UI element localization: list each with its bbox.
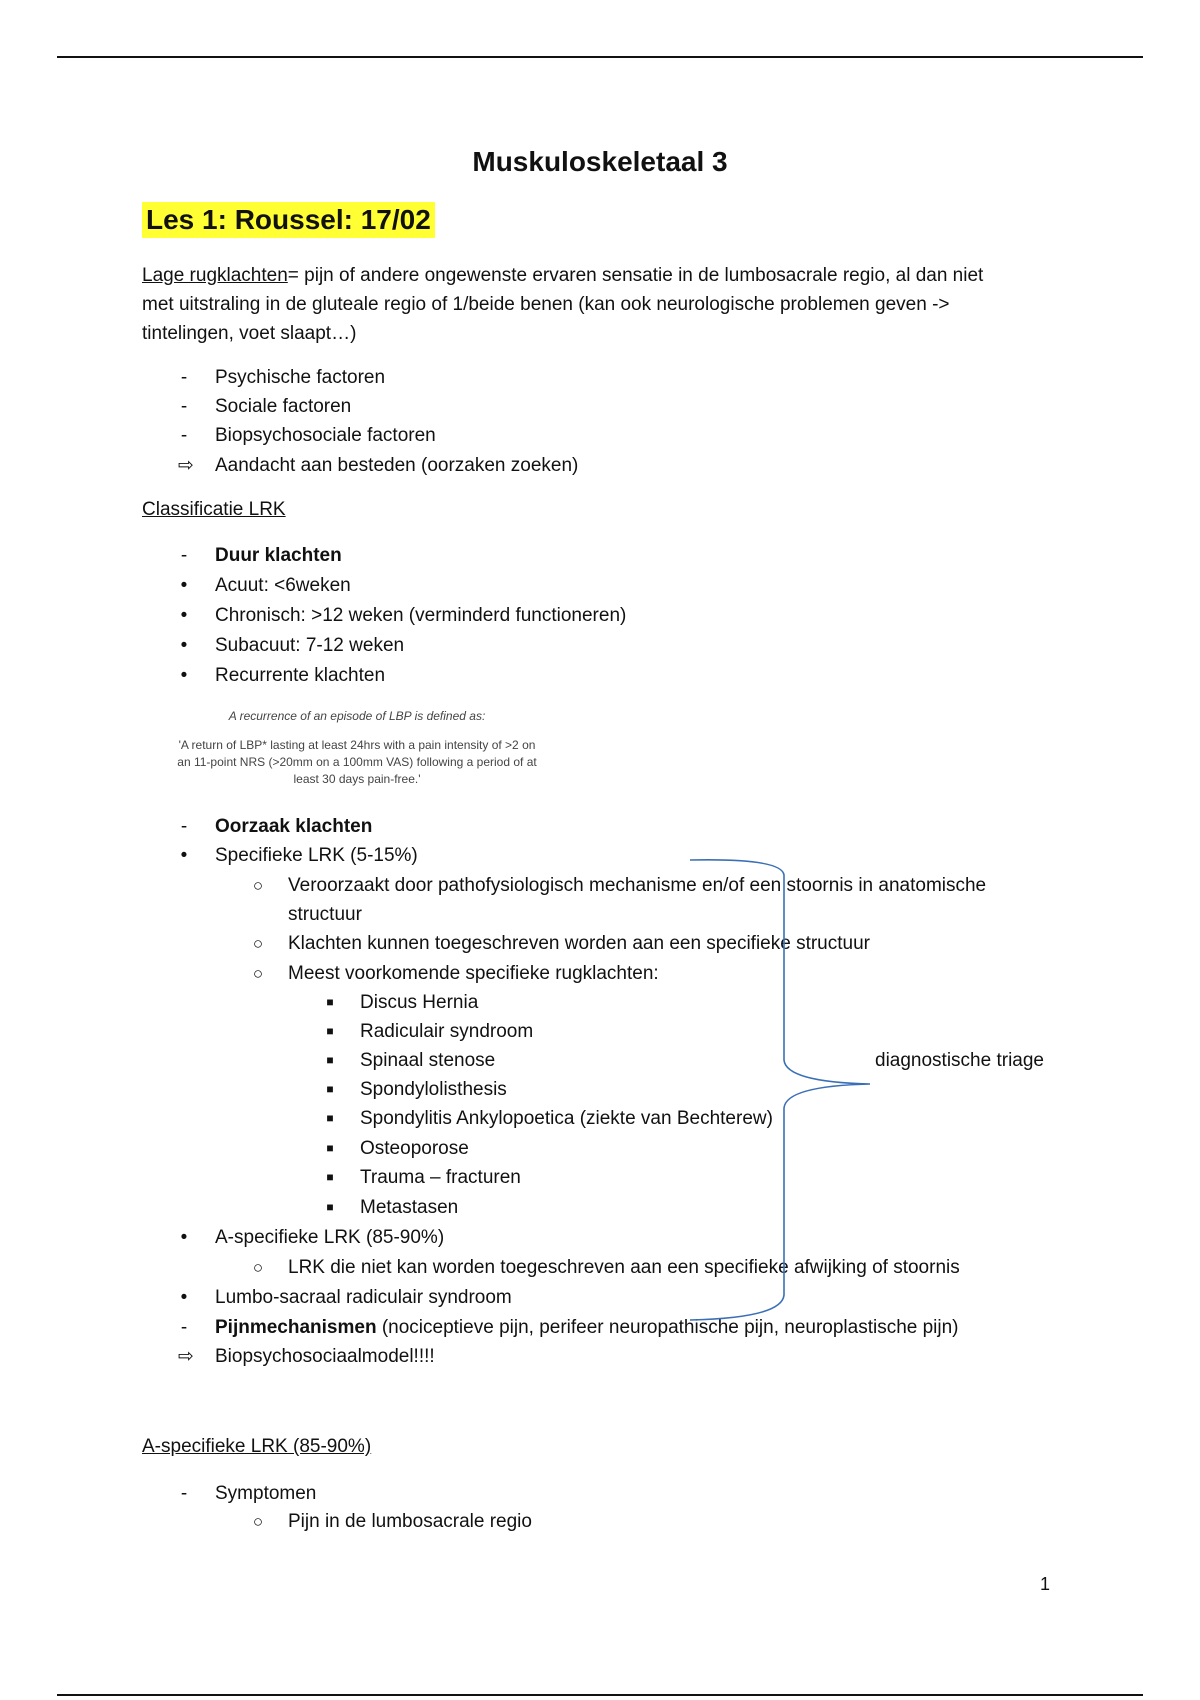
dash-bullet: -	[180, 396, 188, 417]
sub-item-continuation: structuur	[288, 904, 362, 925]
quote-line-2: an 11-point NRS (>20mm on a 100mm VAS) following a period of at	[177, 755, 537, 769]
condition-item: Spondylolisthesis	[360, 1079, 507, 1100]
list-item: Biopsychosociale factoren	[215, 425, 436, 446]
square-bullet-icon: ■	[326, 1141, 334, 1155]
dash-bullet: -	[180, 425, 188, 446]
dash-bullet: -	[180, 816, 188, 837]
intro-line-3: tintelingen, voet slaapt…)	[142, 323, 357, 344]
condition-item: Spondylitis Ankylopoetica (ziekte van Bechterew)	[360, 1108, 773, 1129]
intro-line-2: met uitstraling in de gluteale regio of 1/beide benen (kan ook neurologische problemen geven ->	[142, 294, 950, 315]
arrow-right-icon: ⇨	[178, 455, 194, 476]
circle-bullet-icon: ○	[252, 1258, 264, 1277]
pijnmechanismen-text: (nociceptieve pijn, perifeer neuropathische pijn, neuroplastische pijn)	[376, 1317, 959, 1338]
sub-item: Pijn in de lumbosacrale regio	[288, 1511, 532, 1532]
list-item: Acuut: <6weken	[215, 575, 351, 596]
condition-item: Metastasen	[360, 1197, 459, 1218]
dash-bullet: -	[180, 367, 188, 388]
square-bullet-icon: ■	[326, 1111, 334, 1125]
list-item: Lumbo-sacraal radiculair syndroom	[215, 1287, 512, 1308]
sub-item: Meest voorkomende specifieke rugklachten:	[288, 963, 659, 984]
lesson-heading: Les 1: Roussel: 17/02	[142, 202, 435, 238]
footer-rule	[57, 1694, 1143, 1696]
list-item: Chronisch: >12 weken (verminderd functioneren)	[215, 605, 627, 626]
list-item: Sociale factoren	[215, 396, 352, 417]
square-bullet-icon: ■	[326, 1170, 334, 1184]
sub-item: Klachten kunnen toegeschreven worden aan een specifieke structuur	[288, 933, 870, 954]
duur-heading: Duur klachten	[215, 545, 342, 566]
condition-item: Spinaal stenose	[360, 1050, 496, 1071]
circle-bullet-icon: ○	[252, 876, 264, 895]
dash-bullet: -	[180, 1317, 188, 1338]
triage-brace-path	[690, 860, 870, 1320]
sub-item: Veroorzaakt door pathofysiologisch mechanisme en/of een stoornis in anatomische	[288, 875, 987, 896]
list-item: A-specifieke LRK (85-90%)	[215, 1227, 445, 1248]
quote-line-3: least 30 days pain-free.'	[293, 772, 421, 786]
bullet-icon: •	[180, 605, 188, 626]
square-bullet-icon: ■	[326, 1082, 334, 1096]
page-title: Muskuloskeletaal 3	[472, 146, 728, 177]
arrow-right-icon: ⇨	[178, 1346, 194, 1367]
aspecifiek-heading: A-specifieke LRK (85-90%)	[142, 1436, 372, 1457]
bullet-icon: •	[180, 1227, 188, 1248]
bullet-icon: •	[180, 575, 188, 596]
list-item: Specifieke LRK (5-15%)	[215, 845, 418, 866]
condition-item: Osteoporose	[360, 1138, 469, 1159]
bullet-icon: •	[180, 635, 188, 656]
pijnmechanismen-label: Pijnmechanismen	[215, 1317, 377, 1338]
list-item: Psychische factoren	[215, 367, 386, 388]
circle-bullet-icon: ○	[252, 934, 264, 953]
condition-item: Radiculair syndroom	[360, 1021, 534, 1042]
dash-bullet: -	[180, 1483, 188, 1504]
intro-term: Lage rugklachten	[142, 265, 288, 286]
intro-definition: = pijn of andere ongewenste ervaren sensatie in de lumbosacrale regio, al dan niet	[287, 265, 984, 286]
bullet-icon: •	[180, 665, 188, 686]
bullet-icon: •	[180, 1287, 188, 1308]
page-number: 1	[1040, 1574, 1051, 1594]
square-bullet-icon: ■	[326, 1053, 334, 1067]
list-item: Recurrente klachten	[215, 665, 386, 686]
circle-bullet-icon: ○	[252, 964, 264, 983]
list-item: Biopsychosociaalmodel!!!!	[215, 1346, 435, 1367]
square-bullet-icon: ■	[326, 995, 334, 1009]
sub-item: LRK die niet kan worden toegeschreven aan een specifieke afwijking of stoornis	[288, 1257, 960, 1278]
condition-item: Trauma – fracturen	[360, 1167, 521, 1188]
oorzaak-heading: Oorzaak klachten	[215, 816, 373, 837]
bullet-icon: •	[180, 845, 188, 866]
square-bullet-icon: ■	[326, 1024, 334, 1038]
square-bullet-icon: ■	[326, 1200, 334, 1214]
brace-label: diagnostische triage	[875, 1050, 1044, 1071]
list-item: Aandacht aan besteden (oorzaken zoeken)	[215, 455, 579, 476]
list-item: Symptomen	[215, 1483, 317, 1504]
condition-item: Discus Hernia	[360, 992, 479, 1013]
dash-bullet: -	[180, 545, 188, 566]
circle-bullet-icon: ○	[252, 1512, 264, 1531]
list-item: Subacuut: 7-12 weken	[215, 635, 405, 656]
classificatie-heading: Classificatie LRK	[142, 499, 286, 520]
quote-line-1: 'A return of LBP* lasting at least 24hrs with a pain intensity of >2 on	[178, 738, 536, 752]
quote-heading: A recurrence of an episode of LBP is defined as:	[228, 709, 486, 723]
